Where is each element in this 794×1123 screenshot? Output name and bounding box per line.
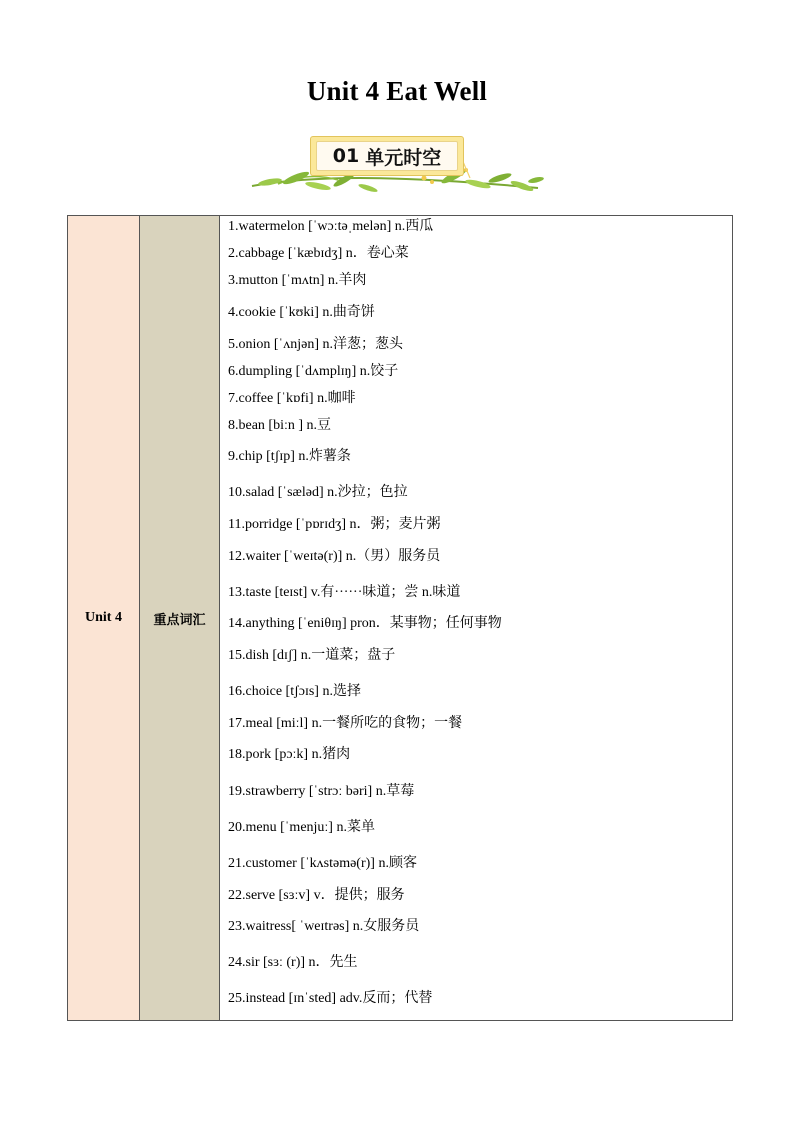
table-row <box>68 216 733 1021</box>
section-label: 单元时空 <box>365 146 442 169</box>
list-item: 17.meal [miːl] n.一餐所吃的食物；一餐 <box>228 716 463 731</box>
list-item: 20.menu [ˈmenjuː] n.菜单 <box>228 820 375 835</box>
list-item: 18.pork [pɔːk] n.猪肉 <box>228 747 351 762</box>
list-item: 6.dumpling [ˈdʌmplɪŋ] n.饺子 <box>228 364 399 379</box>
page-title: Unit 4 Eat Well <box>306 76 488 106</box>
list-item: 22.serve [sɜːv] v．提供；服务 <box>228 888 405 903</box>
list-item: 23.waitress[ ˈweɪtrəs] n.女服务员 <box>228 919 420 934</box>
list-item: 8.bean [biːn ] n.豆 <box>228 418 332 433</box>
list-item: 2.cabbage [ˈkæbɪdʒ] n．卷心菜 <box>228 246 409 261</box>
list-item: 24.sir [sɜː (r)] n．先生 <box>228 955 358 970</box>
list-item: 13.taste [teɪst] v.有······味道；尝 n.味道 <box>228 585 461 600</box>
list-item: 15.dish [dɪʃ] n.一道菜；盘子 <box>228 648 396 663</box>
list-item: 14.anything [ˈeniθɪŋ] pron．某事物；任何事物 <box>228 616 502 631</box>
section-number: 01 <box>332 145 360 167</box>
list-item: 3.mutton [ˈmʌtn] n.羊肉 <box>228 273 367 288</box>
list-item: 1.watermelon [ˈwɔːtəˌmelən] n.西瓜 <box>228 219 434 234</box>
section-badge-frame <box>310 136 464 176</box>
list-item: 21.customer [ˈkʌstəmə(r)] n.顾客 <box>228 856 417 871</box>
list-item: 7.coffee [ˈkɒfi] n.咖啡 <box>228 391 356 406</box>
vocabulary-list <box>220 216 733 1021</box>
list-item: 25.instead [ɪnˈsted] adv.反而；代替 <box>228 991 433 1006</box>
list-item: 16.choice [tʃɔɪs] n.选择 <box>228 684 361 699</box>
section-badge <box>248 130 548 196</box>
list-item: 9.chip [tʃɪp] n.炸薯条 <box>228 449 351 464</box>
list-item: 12.waiter [ˈweɪtə(r)] n.（男）服务员 <box>228 549 441 564</box>
category-cell: 重点词汇 <box>140 216 220 1021</box>
list-item: 4.cookie [ˈkʊki] n.曲奇饼 <box>228 305 375 320</box>
unit-cell: Unit 4 <box>68 216 140 1021</box>
vocabulary-table <box>67 215 733 1021</box>
list-item: 19.strawberry [ˈstrɔː bəri] n.草莓 <box>228 784 415 799</box>
list-item: 11.porridge [ˈpɒrɪdʒ] n．粥；麦片粥 <box>228 517 441 532</box>
list-item: 5.onion [ˈʌnjən] n.洋葱；葱头 <box>228 337 403 352</box>
list-item: 10.salad [ˈsæləd] n.沙拉；色拉 <box>228 485 408 500</box>
